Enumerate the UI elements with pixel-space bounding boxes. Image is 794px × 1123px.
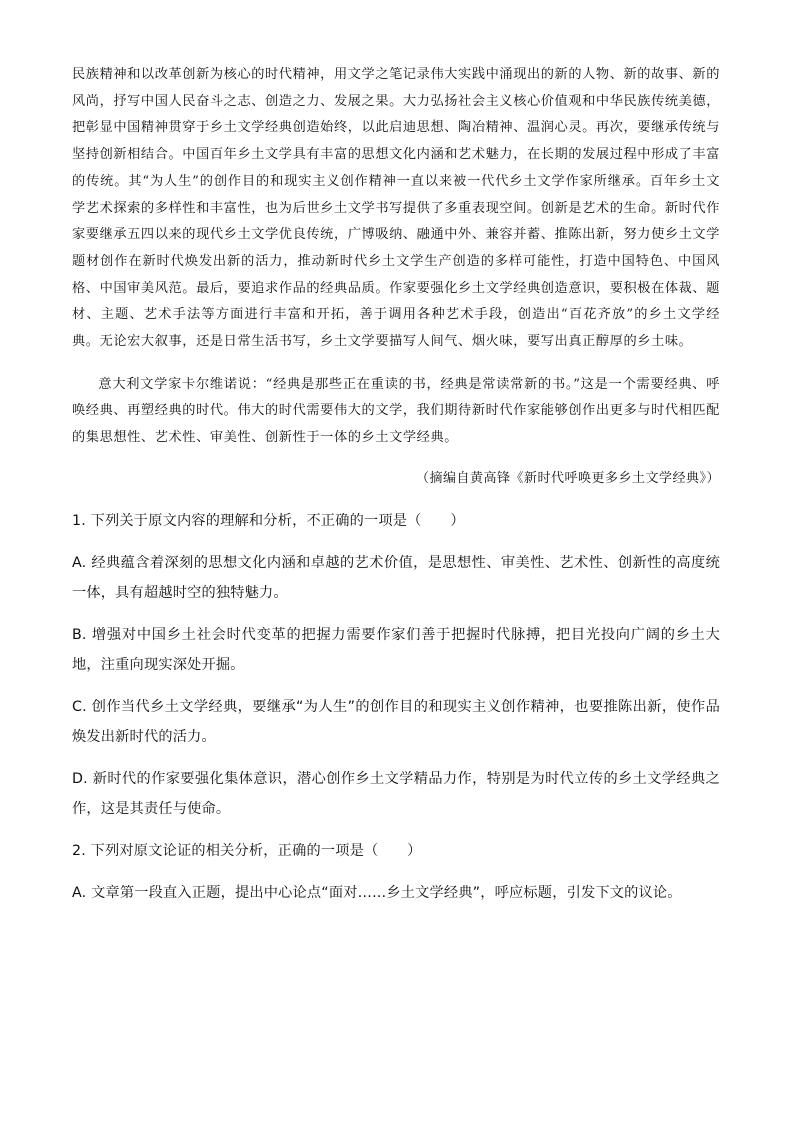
passage-paragraph-1: 民族精神和以改革创新为核心的时代精神，用文学之笔记录伟大实践中涌现出的新的人物、新的故事、新的风尚，抒写中国人民奋斗之志、创造之力、发展之果。大力弘扬社会主义核心价值观和中华民族传统美德，把彰显中国精神贯穿于乡土文学经典创造始终，以此启迪思想、陶冶精神、温润心灵。再次，要继承传统与坚持创新相结合。中国百年乡土文学具有丰富的思想文化内涵和艺术魅力，在长期的发展过程中形成了丰富的传统。其“为人生”的创作目的和现实主义创作精神一直以来被一代代乡土文学作家所继承。百年乡土文学艺术探索的多样性和丰富性，也为后世乡土文学书写提供了多重表现空间。创新是艺术的生命。新时代作家要继承五四以来的现代乡土文学优良传统，广博吸纳、融通中外、兼容并蓄、推陈出新，努力使乡土文学题材创作在新时代焕发出新的活力，推动新时代乡土文学生产创造的多样可能性，打造中国特色、中国风格、中国审美风范。最后，要追求作品的经典品质。作家要强化乡土文学经典创造意识，要积极在体裁、题材、主题、艺术手法等方面进行丰富和开拓，善于调用各种艺术手段，创造出“百花齐放”的乡土文学经典。无论宏大叙事，还是日常生活书写，乡土文学要描写人间气、烟火味，要写出真正醇厚的乡土味。 (72, 67, 721, 350)
question-section (72, 506, 720, 908)
question-1-option-d: D. 新时代的作家要强化集体意识，潜心创作乡土文学精品力作，特别是为时代立传的乡土文学经典之作，这是其责任与使命。 (72, 770, 720, 817)
passage-source-citation: （摘编自黄高锋《新时代呼唤更多乡土文学经典》） (415, 470, 720, 486)
question-2-stem: 2. 下列对原文论证的相关分析，正确的一项是（ ） (72, 842, 422, 859)
question-1-option-a: A. 经典蕴含着深刻的思想文化内涵和卓越的艺术价值，是思想性、审美性、艺术性、创新性的高度统一体，具有超越时空的独特魅力。 (72, 554, 720, 601)
question-1-stem: 1. 下列关于原文内容的理解和分析，不正确的一项是（ ） (72, 512, 465, 529)
passage-paragraph-2: 意大利文学家卡尔维诺说：“经典是那些正在重读的书，经典是常读常新的书。”这是一个需要经典、呼唤经典、再塑经典的时代。伟大的时代需要伟大的文学，我们期待新时代作家能够创作出更多与时代相匹配的集思想性、艺术性、审美性、创新性于一体的乡土文学经典。 (72, 376, 721, 446)
question-2-option-a: A. 文章第一段直入正题，提出中心论点“面对……乡土文学经典”，呼应标题，引发下文的议论。 (72, 884, 682, 901)
question-1-option-b: B. 增强对中国乡土社会时代变革的把握力需要作家们善于把握时代脉搏，把目光投向广阔的乡土大地，注重向现实深处开掘。 (72, 626, 720, 673)
question-1-option-c: C. 创作当代乡土文学经典，要继承“为人生”的创作目的和现实主义创作精神，也要推陈出新，使作品焕发出新时代的活力。 (72, 698, 720, 745)
